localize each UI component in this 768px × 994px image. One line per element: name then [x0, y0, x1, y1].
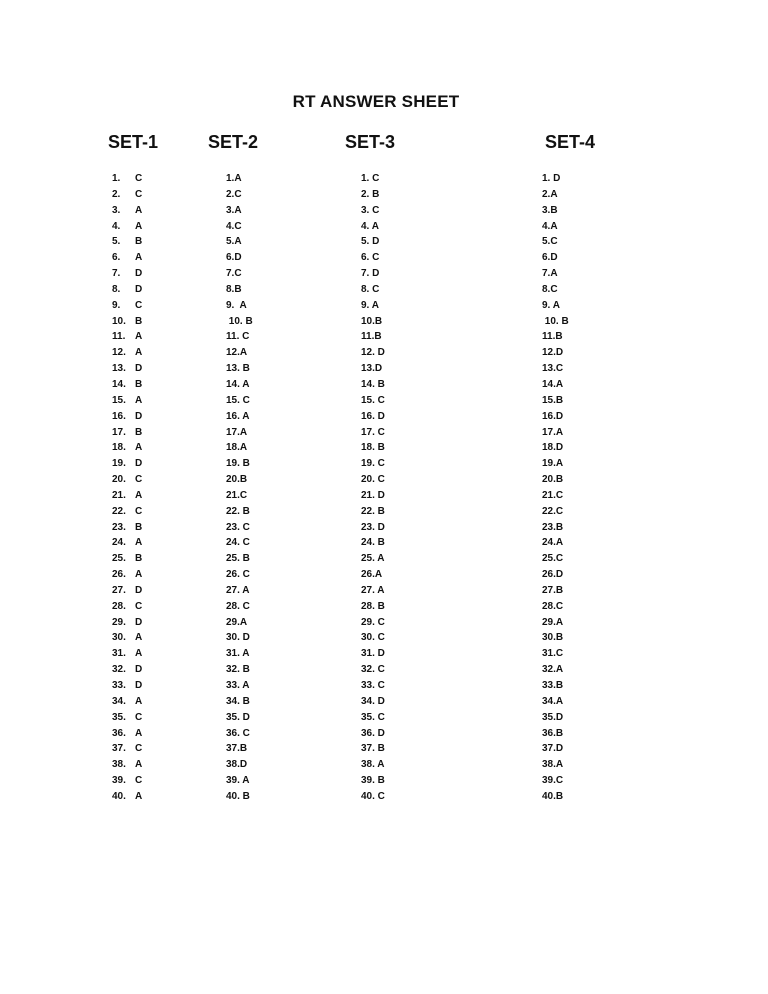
- set-4-answer-row: 23.B: [542, 521, 564, 533]
- answer-letter: C: [135, 188, 143, 200]
- set-4-answer-row: 21.C: [542, 489, 564, 501]
- question-number: 19.: [112, 458, 126, 470]
- set-3-answer-row: 4. A: [361, 220, 379, 232]
- set-3-answer-row: 28. B: [361, 600, 385, 612]
- answer-letter: B: [135, 426, 143, 438]
- answer-letter: A: [135, 442, 143, 454]
- set-1-answer-row: [112, 630, 142, 646]
- set-1-answer-row: [112, 472, 142, 488]
- set-1-answer-row: [112, 646, 142, 662]
- set-3-answer-row: 18. B: [361, 442, 385, 454]
- set-3-answer-row: 40. C: [361, 790, 385, 802]
- set-1-answer-row: [112, 551, 142, 567]
- question-number: 11.: [112, 331, 126, 343]
- set-2-answer-row: 35. D: [226, 711, 250, 723]
- question-number: 31.: [112, 648, 126, 660]
- set-2-answer-row: 11. C: [226, 331, 250, 343]
- set-1-answer-row: [112, 456, 142, 472]
- set-3-answer-row: 7. D: [361, 268, 380, 280]
- answer-letter: C: [135, 505, 143, 517]
- set-3-answer-row: 16. D: [361, 410, 385, 422]
- question-number: 26.: [112, 569, 126, 581]
- set-2-answer-row: 3.A: [226, 204, 242, 216]
- set-4-answer-row: 3.B: [542, 204, 558, 216]
- set-3-answer-row: 23. D: [361, 521, 385, 533]
- set-1-answer-row: [112, 219, 142, 235]
- set-4-answer-row: 9. A: [542, 299, 560, 311]
- set-3-answer-row: 12. D: [361, 347, 385, 359]
- set-1-answer-row: [112, 187, 142, 203]
- answer-letter: C: [135, 711, 143, 723]
- set-3-answer-row: 3. C: [361, 204, 380, 216]
- set-4-answer-row: 16.D: [542, 410, 564, 422]
- answer-letter: C: [135, 474, 143, 486]
- set-1-answer-row: [112, 361, 142, 377]
- set-2-answer-row: 20.B: [226, 474, 248, 486]
- answer-letter: A: [135, 632, 143, 644]
- answer-letter: D: [135, 363, 143, 375]
- answer-letter: C: [135, 299, 143, 311]
- set-1-answer-row: [112, 567, 142, 583]
- set-2-answer-row: 16. A: [226, 410, 250, 422]
- set-4-answer-row: 30.B: [542, 632, 564, 644]
- set-4-answer-row: 7.A: [542, 268, 558, 280]
- set-1-answer-row: [112, 409, 142, 425]
- answer-letter: C: [135, 775, 143, 787]
- answer-letter: B: [135, 521, 143, 533]
- set-4-answer-row: 14.A: [542, 378, 564, 390]
- question-number: 5.: [112, 236, 121, 248]
- set-2-answer-row: 15. C: [226, 394, 250, 406]
- answer-letter: A: [135, 331, 143, 343]
- answer-letter: C: [135, 743, 143, 755]
- set-2-answer-row: 7.C: [226, 268, 242, 280]
- answer-letter: B: [135, 236, 143, 248]
- question-number: 20.: [112, 474, 126, 486]
- question-number: 32.: [112, 664, 126, 676]
- set-4-answer-row: 33.B: [542, 680, 564, 691]
- answer-letter: A: [135, 220, 143, 232]
- answer-letter: A: [135, 759, 143, 771]
- set-4-answer-row: 17.A: [542, 426, 564, 438]
- set-4-answer-row: 15.B: [542, 394, 564, 406]
- question-number: 3.: [112, 204, 121, 216]
- set-3-answer-row: 17. C: [361, 426, 385, 438]
- set-1-answer-row: [112, 282, 142, 298]
- set-2-answer-row: 21.C: [226, 489, 248, 501]
- set-2-answer-row: 23. C: [226, 521, 250, 533]
- set-3-answer-row: 24. B: [361, 537, 385, 549]
- set-2-answer-row: 5.A: [226, 236, 242, 248]
- set-3-answer-row: 6. C: [361, 252, 380, 264]
- set-3-answer-row: 2. B: [361, 188, 380, 200]
- set-4-answer-row: 28.C: [542, 600, 564, 612]
- answer-letter: D: [135, 664, 143, 676]
- answer-letter: A: [135, 537, 143, 549]
- set-1-answer-row: [112, 171, 142, 187]
- set-3-answer-row: 30. C: [361, 632, 385, 644]
- set-2-answer-row: 1.A: [226, 173, 242, 184]
- set-2-answer-row: 13. B: [226, 363, 250, 375]
- set-1-answer-row: [112, 694, 142, 710]
- set-4-answer-row: 27.B: [542, 584, 564, 596]
- set-3-answer-row: 31. D: [361, 648, 385, 660]
- question-number: 33.: [112, 680, 126, 691]
- question-number: 40.: [112, 790, 126, 802]
- set-3-header: SET-3: [345, 132, 396, 152]
- set-2-answer-row: 40. B: [226, 790, 250, 802]
- set-3-answer-row: 34. D: [361, 695, 385, 707]
- answer-letter: C: [135, 600, 143, 612]
- set-3-answer-row: 27. A: [361, 584, 385, 596]
- answer-letter: A: [135, 394, 143, 406]
- set-4-answer-row: 8.C: [542, 283, 558, 295]
- set-1-answer-row: [112, 535, 142, 551]
- question-number: 36.: [112, 727, 126, 739]
- answer-letter: D: [135, 680, 143, 691]
- set-2-answer-row: 24. C: [226, 537, 250, 549]
- set-3-answer-row: 5. D: [361, 236, 380, 248]
- set-1-answer-row: [112, 710, 142, 726]
- set-4-answer-row: 1. D: [542, 173, 561, 184]
- question-number: 2.: [112, 188, 121, 200]
- set-1-answer-row: [112, 773, 142, 789]
- set-3-answer-row: 8. C: [361, 283, 380, 295]
- question-number: 29.: [112, 616, 126, 628]
- set-4-answer-row: 39.C: [542, 775, 564, 787]
- set-2-answer-row: 32. B: [226, 664, 250, 676]
- set-1-answer-row: [112, 234, 142, 250]
- question-number: 23.: [112, 521, 126, 533]
- set-1-answer-row: [112, 250, 142, 266]
- answer-letter: A: [135, 252, 143, 264]
- answer-letter: D: [135, 616, 143, 628]
- set-2-answer-row: 9. A: [226, 299, 247, 311]
- question-number: 28.: [112, 600, 126, 612]
- set-3-answer-row: 15. C: [361, 394, 385, 406]
- set-1-answer-row: [112, 662, 142, 678]
- set-2-answer-row: 6.D: [226, 252, 242, 264]
- set-4-answer-row: 31.C: [542, 648, 564, 660]
- set-2-answer-row: 4.C: [226, 220, 242, 232]
- set-1-answer-row: [112, 425, 142, 441]
- set-3-answer-row: 9. A: [361, 299, 379, 311]
- set-1-header: SET-1: [108, 132, 159, 152]
- set-2-answer-row: 28. C: [226, 600, 250, 612]
- set-1-answer-row: [112, 757, 142, 773]
- set-1-answer-row: [112, 789, 142, 805]
- set-3-answer-row: 10.B: [361, 315, 383, 327]
- set-4-answer-row: 18.D: [542, 442, 564, 454]
- question-number: 18.: [112, 442, 126, 454]
- set-4-answer-row: 40.B: [542, 790, 564, 802]
- set-2-answer-row: 17.A: [226, 426, 248, 438]
- answer-letter: A: [135, 347, 143, 359]
- set-4-answer-list: [542, 171, 569, 805]
- question-number: 34.: [112, 695, 126, 707]
- question-number: 25.: [112, 553, 126, 565]
- set-2-answer-row: 38.D: [226, 759, 248, 771]
- set-4-answer-row: 20.B: [542, 474, 564, 486]
- set-1-answer-row: [112, 266, 142, 282]
- set-3-answer-row: 20. C: [361, 474, 385, 486]
- question-number: 7.: [112, 268, 121, 280]
- set-1-answer-row: [112, 440, 142, 456]
- set-2-answer-row: 10. B: [226, 315, 253, 327]
- set-2-answer-row: 36. C: [226, 727, 250, 739]
- question-number: 10.: [112, 315, 126, 327]
- set-2-answer-row: 2.C: [226, 188, 242, 200]
- set-4-answer-row: 24.A: [542, 537, 564, 549]
- answer-letter: A: [135, 204, 143, 216]
- set-1-answer-row: [112, 583, 142, 599]
- set-3-answer-row: 33. C: [361, 680, 385, 691]
- set-2-answer-row: 19. B: [226, 458, 250, 470]
- question-number: 8.: [112, 283, 121, 295]
- set-1-answer-row: [112, 329, 142, 345]
- set-3-answer-row: 37. B: [361, 743, 385, 755]
- question-number: 17.: [112, 426, 126, 438]
- set-2-answer-row: 31. A: [226, 648, 250, 660]
- set-2-answer-row: 37.B: [226, 743, 248, 755]
- set-2-answer-row: 25. B: [226, 553, 250, 565]
- answer-letter: D: [135, 283, 143, 295]
- set-4-answer-row: 4.A: [542, 220, 558, 232]
- set-1-answer-row: [112, 678, 142, 694]
- set-1-answer-list: [112, 171, 142, 805]
- question-number: 9.: [112, 299, 121, 311]
- set-1-answer-row: [112, 741, 142, 757]
- set-2-answer-row: 14. A: [226, 378, 250, 390]
- question-number: 21.: [112, 489, 126, 501]
- set-3-answer-list: [361, 171, 385, 805]
- set-2-answer-row: 29.A: [226, 616, 248, 628]
- answer-letter: D: [135, 268, 143, 280]
- set-2-answer-row: 30. D: [226, 632, 250, 644]
- question-number: 24.: [112, 537, 126, 549]
- set-4-answer-row: 29.A: [542, 616, 564, 628]
- set-4-answer-row: 2.A: [542, 188, 558, 200]
- question-number: 30.: [112, 632, 126, 644]
- set-3-answer-row: 35. C: [361, 711, 385, 723]
- set-4-answer-row: 34.A: [542, 695, 564, 707]
- question-number: 12.: [112, 347, 126, 359]
- set-4-answer-row: 25.C: [542, 553, 564, 565]
- answer-letter: D: [135, 584, 143, 596]
- set-1-answer-row: [112, 615, 142, 631]
- set-2-answer-row: 22. B: [226, 505, 250, 517]
- set-2-answer-row: 39. A: [226, 775, 250, 787]
- question-number: 1.: [112, 173, 121, 184]
- question-number: 37.: [112, 743, 126, 755]
- set-2-answer-row: 18.A: [226, 442, 248, 454]
- question-number: 38.: [112, 759, 126, 771]
- set-1-answer-row: [112, 504, 142, 520]
- set-3-answer-row: 25. A: [361, 553, 385, 565]
- set-3-answer-row: 11.B: [361, 331, 382, 343]
- set-4-answer-row: 26.D: [542, 569, 564, 581]
- set-4-answer-row: 37.D: [542, 743, 564, 755]
- question-number: 6.: [112, 252, 121, 264]
- set-1-answer-row: [112, 298, 142, 314]
- question-number: 14.: [112, 378, 126, 390]
- set-1-answer-row: [112, 726, 142, 742]
- set-2-answer-row: 26. C: [226, 569, 250, 581]
- set-3-answer-row: 26.A: [361, 569, 383, 581]
- set-2-answer-list: [226, 171, 253, 805]
- set-4-answer-row: 38.A: [542, 759, 564, 771]
- answer-letter: B: [135, 378, 143, 390]
- set-4-answer-row: 19.A: [542, 458, 564, 470]
- set-3-answer-row: 32. C: [361, 664, 385, 676]
- set-1-answer-row: [112, 203, 142, 219]
- question-number: 13.: [112, 363, 126, 375]
- set-2-answer-row: 12.A: [226, 347, 248, 359]
- set-4-answer-row: 36.B: [542, 727, 564, 739]
- set-3-answer-row: 38. A: [361, 759, 385, 771]
- set-2-header: SET-2: [208, 132, 259, 152]
- question-number: 16.: [112, 410, 126, 422]
- set-1-answer-row: [112, 488, 142, 504]
- set-3-answer-row: 29. C: [361, 616, 385, 628]
- question-number: 35.: [112, 711, 126, 723]
- set-4-answer-row: 13.C: [542, 363, 564, 375]
- set-3-answer-row: 39. B: [361, 775, 385, 787]
- answer-letter: C: [135, 173, 143, 184]
- set-4-answer-row: 11.B: [542, 331, 563, 343]
- question-number: 39.: [112, 775, 126, 787]
- set-4-answer-row: 6.D: [542, 252, 558, 264]
- answer-letter: A: [135, 727, 143, 739]
- set-3-answer-row: 19. C: [361, 458, 385, 470]
- set-4-answer-row: 35.D: [542, 711, 564, 723]
- set-4-answer-row: 5.C: [542, 236, 558, 248]
- answer-letter: D: [135, 458, 143, 470]
- set-4-answer-row: 32.A: [542, 664, 564, 676]
- set-3-answer-row: 21. D: [361, 489, 385, 501]
- set-1-answer-row: [112, 599, 142, 615]
- set-3-answer-row: 13.D: [361, 363, 383, 375]
- question-number: 4.: [112, 220, 121, 232]
- answer-letter: B: [135, 553, 143, 565]
- set-4-header: SET-4: [545, 132, 596, 152]
- set-1-answer-row: [112, 377, 142, 393]
- question-number: 22.: [112, 505, 126, 517]
- set-3-answer-row: 22. B: [361, 505, 385, 517]
- set-4-answer-row: 12.D: [542, 347, 564, 359]
- set-3-answer-row: 36. D: [361, 727, 385, 739]
- set-4-answer-row: 10. B: [542, 315, 569, 327]
- answer-letter: B: [135, 315, 143, 327]
- set-2-answer-row: 8.B: [226, 283, 242, 295]
- answer-letter: A: [135, 790, 143, 802]
- set-2-answer-row: 34. B: [226, 695, 250, 707]
- set-2-answer-row: 27. A: [226, 584, 250, 596]
- question-number: 27.: [112, 584, 126, 596]
- answer-letter: A: [135, 569, 143, 581]
- answer-letter: A: [135, 695, 143, 707]
- set-1-answer-row: [112, 393, 142, 409]
- set-1-answer-row: [112, 345, 142, 361]
- question-number: 15.: [112, 394, 126, 406]
- set-3-answer-row: 14. B: [361, 378, 385, 390]
- answer-letter: A: [135, 489, 143, 501]
- set-2-answer-row: 33. A: [226, 680, 250, 691]
- set-4-answer-row: 22.C: [542, 505, 564, 517]
- set-1-answer-row: [112, 314, 142, 330]
- set-3-answer-row: 1. C: [361, 173, 380, 184]
- set-1-answer-row: [112, 520, 142, 536]
- page-title: RT ANSWER SHEET: [292, 92, 460, 111]
- answer-letter: A: [135, 648, 143, 660]
- answer-letter: D: [135, 410, 143, 422]
